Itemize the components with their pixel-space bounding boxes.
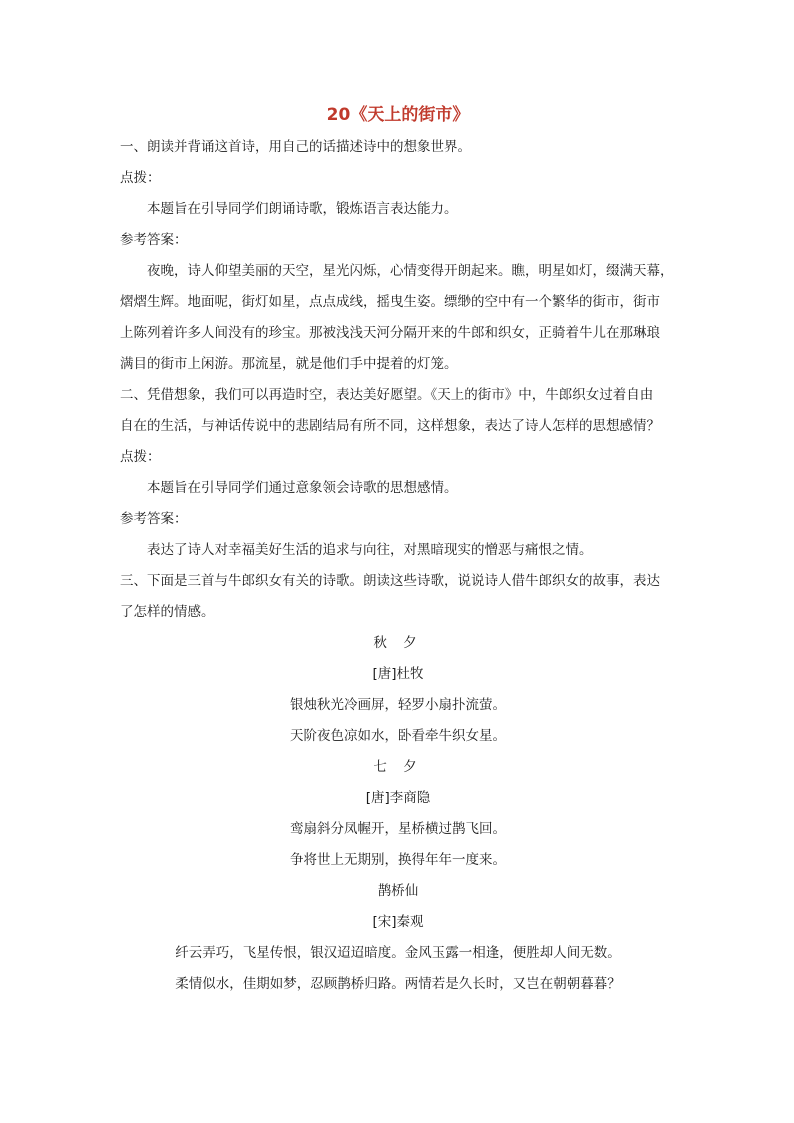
poem-title: 秋 夕	[373, 635, 423, 651]
poem-author: [唐]李商隐	[365, 790, 431, 806]
poem-line: 鸾扇斜分凤幄开，星桥横过鹊飞回。	[290, 821, 506, 837]
q1-hint-label: 点拨：	[120, 170, 161, 186]
q1-hint: 本题旨在引导同学们朗诵诗歌，锻炼语言表达能力。	[147, 201, 458, 217]
poem-author: [宋]秦观	[372, 914, 424, 930]
q2-hint-label: 点拨：	[120, 449, 161, 465]
poem-title: 七 夕	[373, 759, 423, 775]
poem-line: 柔情似水，佳期如梦，忍顾鹊桥归路。两情若是久长时，又岂在朝朝暮暮？	[175, 976, 621, 992]
q1-answer-line: 熠熠生辉。地面呢，街灯如星，点点成线，摇曳生姿。缥缈的空中有一个繁华的街市，街市	[120, 294, 660, 310]
poem-line: 银烛秋光冷画屏，轻罗小扇扑流萤。	[290, 697, 506, 713]
q1-answer-label: 参考答案：	[120, 232, 188, 248]
q1-question: 一、朗读并背诵这首诗，用自己的话描述诗中的想象世界。	[120, 139, 471, 155]
q2-question-line: 二、凭借想象，我们可以再造时空，表达美好愿望。《天上的街市》中，牛郎织女过着自由	[120, 387, 654, 403]
poem-title: 鹊桥仙	[377, 883, 419, 899]
q1-answer-line: 满目的街市上闲游。那流星，就是他们手中提着的灯笼。	[120, 356, 458, 372]
q1-answer-line: 上陈列着许多人间没有的珍宝。那被浅浅天河分隔开来的牛郎和织女，正骑着牛儿在那琳琅	[120, 325, 660, 341]
document-page	[120, 100, 676, 1000]
document-title: 20《天上的街市》	[326, 105, 470, 125]
q2-answer: 表达了诗人对幸福美好生活的追求与向往，对黑暗现实的憎恶与痛恨之情。	[147, 542, 593, 558]
poem-author: [唐]杜牧	[372, 666, 424, 682]
q3-question-line: 了怎样的情感。	[120, 604, 215, 620]
q1-answer-line: 夜晚，诗人仰望美丽的天空，星光闪烁，心情变得开朗起来。瞧，明星如灯，缀满天幕，	[147, 263, 674, 279]
poem-line: 争将世上无期别，换得年年一度来。	[290, 852, 506, 868]
q3-question-line: 三、下面是三首与牛郎织女有关的诗歌。朗读这些诗歌，说说诗人借牛郎织女的故事，表达	[120, 573, 660, 589]
poem-line: 纤云弄巧，飞星传恨，银汉迢迢暗度。金风玉露一相逢，便胜却人间无数。	[175, 945, 621, 961]
poem-line: 天阶夜色凉如水，卧看牵牛织女星。	[290, 728, 506, 744]
q2-answer-label: 参考答案：	[120, 511, 188, 527]
q2-hint: 本题旨在引导同学们通过意象领会诗歌的思想感情。	[147, 480, 458, 496]
q2-question-line: 自在的生活，与神话传说中的悲剧结局有所不同，这样想象，表达了诗人怎样的思想感情？	[120, 418, 660, 434]
